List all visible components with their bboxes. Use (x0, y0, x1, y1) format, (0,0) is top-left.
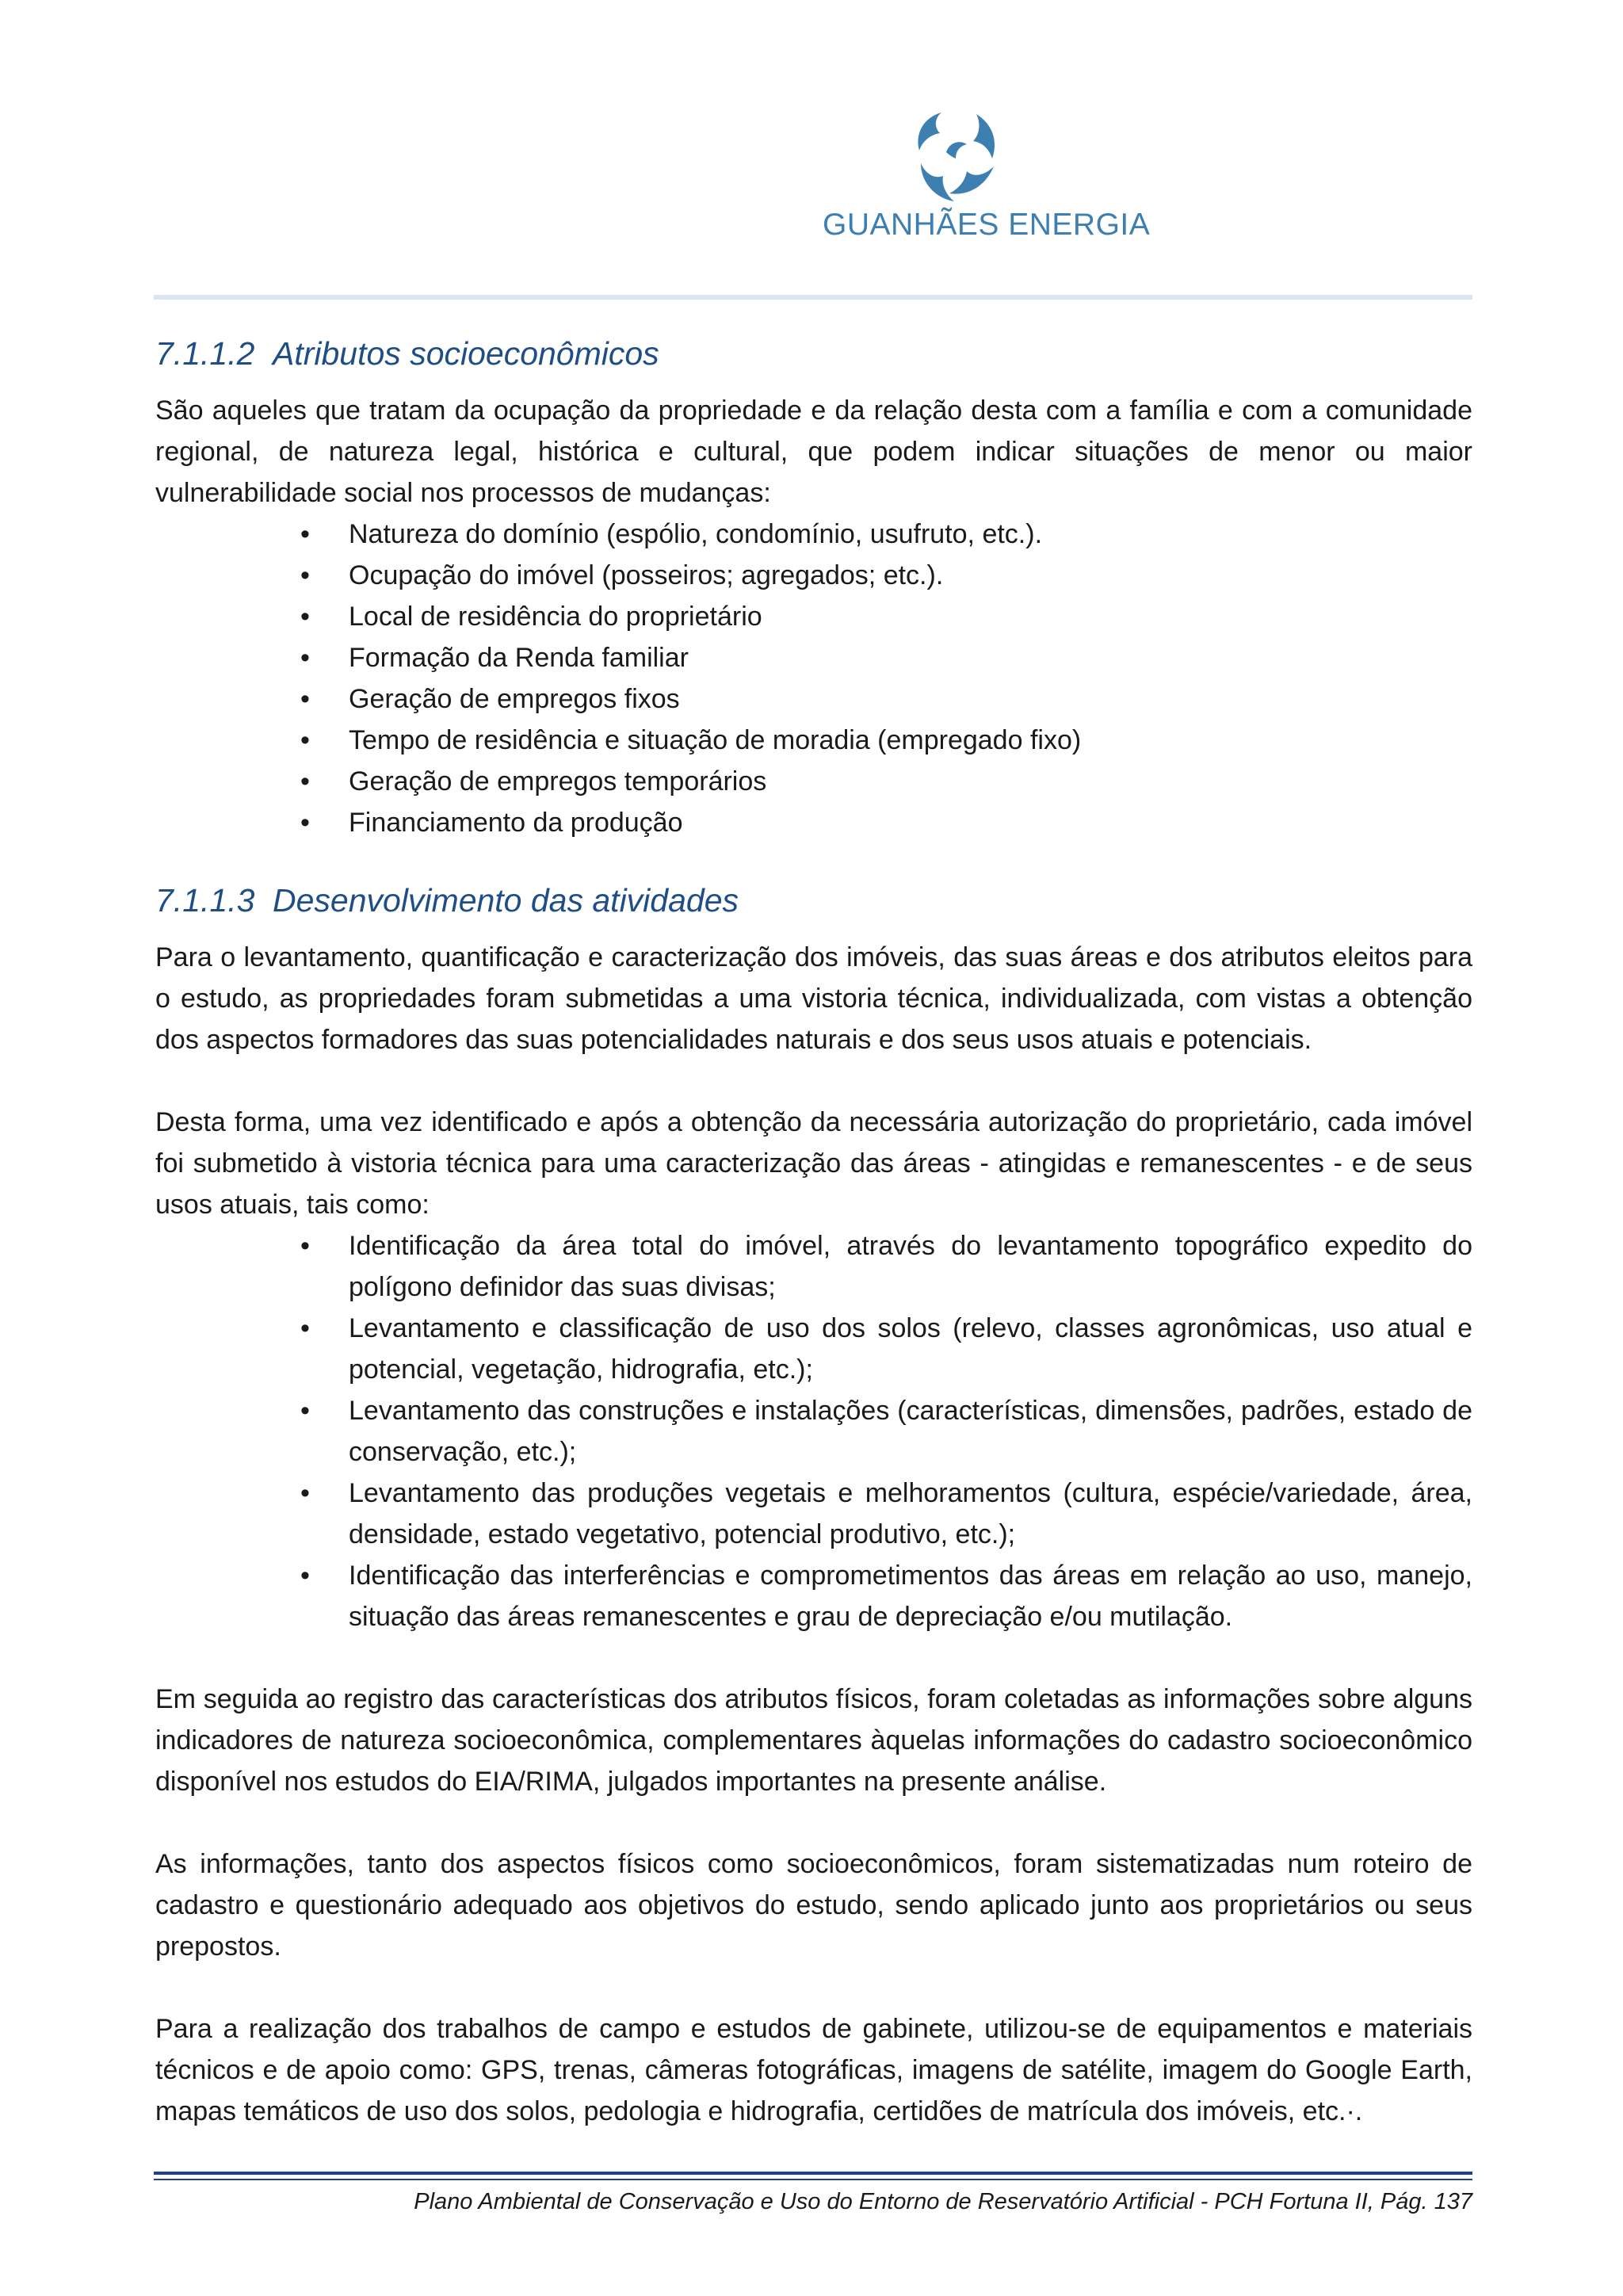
footer-divider-thin (154, 2179, 1472, 2180)
list-item-text: Financiamento da produção (349, 808, 683, 838)
bullet-icon: • (300, 1313, 310, 1343)
paragraph: As informações, tanto dos aspectos físicos como socioeconômicos, foram sistematizadas num roteiro de cadastro e questionário adequado aos objetivos do estudo, sendo aplicado junto aos proprietários ou seus prepostos. (155, 1849, 1472, 1962)
guanhaes-logo-icon (910, 106, 1005, 204)
bullet-icon: • (300, 602, 310, 632)
bullet-icon: • (300, 1396, 310, 1426)
section-heading (155, 880, 1472, 921)
page-footer: Plano Ambiental de Conservação e Uso do Entorno de Reservatório Artificial - PCH Fortuna II, Pág. 137 (414, 2189, 1472, 2214)
bullet-icon: • (300, 808, 310, 838)
paragraph: São aqueles que tratam da ocupação da propriedade e da relação desta com a família e com a comunidade regional, de natureza legal, histórica e cultural, que podem indicar situações de menor ou maior vulnerabilidade social nos processos de mudanças: (155, 395, 1472, 508)
section-title: Desenvolvimento das atividades (273, 882, 739, 919)
document-body (155, 333, 1472, 2132)
bullet-icon: • (300, 1231, 310, 1261)
bullet-icon: • (300, 560, 310, 590)
section-number: 7.1.1.3 (155, 882, 255, 919)
list-item (155, 514, 1472, 555)
bullet-icon: • (300, 725, 310, 755)
list-item (155, 1473, 1472, 1555)
paragraph: Para o levantamento, quantificação e caracterização dos imóveis, das suas áreas e dos atributos eleitos para o estudo, as propriedades foram submetidas a uma vistoria técnica, individualizada, com vistas a obtenção dos aspectos formadores das suas potencialidades naturais e dos seus usos atuais e potenciais. (155, 942, 1472, 1055)
list-item (155, 596, 1472, 637)
list-item-text: Tempo de residência e situação de moradia (empregado fixo) (349, 725, 1082, 755)
list-item-text: Levantamento das construções e instalações (características, dimensões, padrões, estado de conservação, etc.); (349, 1396, 1472, 1467)
bullet-list (155, 1225, 1472, 1637)
header-divider (154, 295, 1472, 300)
list-item-text: Geração de empregos temporários (349, 766, 767, 797)
paragraph-spacer (155, 1060, 1472, 1102)
list-item (155, 1390, 1472, 1473)
list-item-text: Natureza do domínio (espólio, condomínio, usufruto, etc.). (349, 519, 1043, 549)
list-item-text: Ocupação do imóvel (posseiros; agregados; etc.). (349, 560, 944, 590)
paragraph: Em seguida ao registro das características dos atributos físicos, foram coletadas as informações sobre alguns indicadores de natureza socioeconômica, complementares àquelas informações do cadastro socioeconômico disponível nos estudos do EIA/RIMA, julgados importantes na presente análise. (155, 1684, 1472, 1797)
list-item (155, 761, 1472, 802)
bullet-icon: • (300, 684, 310, 714)
bullet-list (155, 514, 1472, 843)
bullet-icon: • (300, 1478, 310, 1508)
paragraph-spacer (155, 1637, 1472, 1679)
list-item (155, 1555, 1472, 1637)
list-item (155, 678, 1472, 720)
brand-name: GUANHÃES ENERGIA (823, 208, 1151, 242)
list-item (155, 1308, 1472, 1390)
list-item-text: Identificação das interferências e comprometimentos das áreas em relação ao uso, manejo, situação das áreas remanescentes e grau de depreciação e/ou mutilação. (349, 1561, 1472, 1632)
list-item-text: Levantamento e classificação de uso dos solos (relevo, classes agronômicas, uso atual e potencial, vegetação, hidrografia, etc.); (349, 1313, 1472, 1385)
section-spacer (155, 843, 1472, 880)
list-item (155, 555, 1472, 596)
list-item (155, 1225, 1472, 1308)
list-item-text: Levantamento das produções vegetais e melhoramentos (cultura, espécie/variedade, área, densidade, estado vegetativo, potencial produtivo, etc.); (349, 1478, 1472, 1549)
section-heading (155, 333, 1472, 374)
list-item (155, 802, 1472, 843)
bullet-icon: • (300, 519, 310, 549)
bullet-icon: • (300, 766, 310, 797)
bullet-icon: • (300, 1561, 310, 1591)
list-item-text: Identificação da área total do imóvel, através do levantamento topográfico expedito do polígono definidor das suas divisas; (349, 1231, 1472, 1302)
section-title: Atributos socioeconômicos (273, 335, 659, 372)
footer-divider (154, 2172, 1472, 2175)
paragraph: Para a realização dos trabalhos de campo e estudos de gabinete, utilizou-se de equipamentos e materiais técnicos e de apoio como: GPS, trenas, câmeras fotográficas, imagens de satélite, imagem do Google Earth, mapas temáticos de uso dos solos, pedologia e hidrografia, certidões de matrícula dos imóveis, etc.·. (155, 2014, 1472, 2126)
paragraph-spacer (155, 1967, 1472, 2008)
paragraph-spacer (155, 1802, 1472, 1843)
header-logo (792, 95, 1157, 254)
section-number: 7.1.1.2 (155, 335, 255, 372)
bullet-icon: • (300, 643, 310, 673)
list-item-text: Formação da Renda familiar (349, 643, 689, 673)
list-item (155, 720, 1472, 761)
list-item-text: Local de residência do proprietário (349, 602, 762, 632)
paragraph: Desta forma, uma vez identificado e após a obtenção da necessária autorização do proprietário, cada imóvel foi submetido à vistoria técnica para uma caracterização das áreas - atingidas e remanescentes - e de seus usos atuais, tais como: (155, 1107, 1472, 1220)
list-item-text: Geração de empregos fixos (349, 684, 680, 714)
list-item (155, 637, 1472, 678)
